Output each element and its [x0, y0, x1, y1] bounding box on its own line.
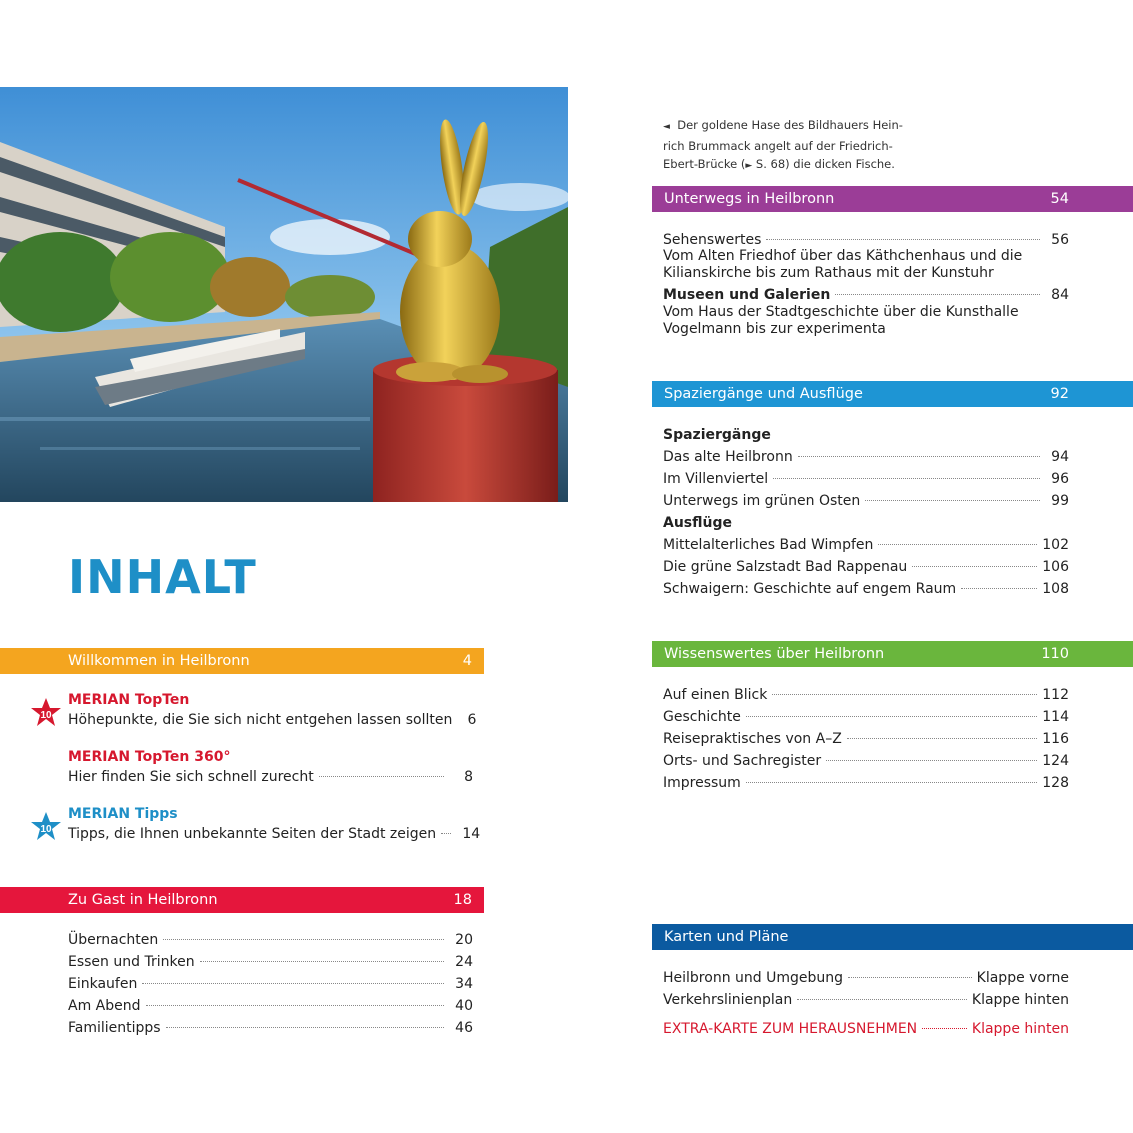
toc-row-text: Schwaigern: Geschichte auf engem Raum [663, 581, 957, 597]
toc-row[interactable] [663, 967, 1069, 989]
toc-row-text: Tipps, die Ihnen unbekannte Seiten der Stadt zeigen [68, 826, 437, 842]
subhead-ausfluege: Ausflüge [663, 515, 732, 531]
dot-leader [163, 939, 444, 940]
toc-row-page: 128 [1042, 775, 1069, 791]
merian-topten-title: MERIAN TopTen [68, 692, 190, 708]
toc-row-topten[interactable] [68, 709, 477, 731]
toc-row-page: 20 [455, 932, 473, 948]
toc-row-text: Am Abend [68, 998, 141, 1014]
toc-row-text: Hier finden Sie sich schnell zurecht [68, 769, 314, 785]
dot-leader [773, 478, 1040, 479]
section-bar-zugast[interactable] [0, 887, 484, 913]
toc-row[interactable] [68, 929, 473, 951]
dot-leader [912, 566, 1037, 567]
toc-row[interactable] [663, 490, 1069, 512]
section-label: Willkommen in Heilbronn [68, 653, 250, 669]
toc-row-text: Museen und Galerien [663, 287, 831, 303]
toc-row-text: Familientipps [68, 1020, 161, 1036]
desc-line: Vom Haus der Stadtgeschichte über die Kunsthalle [663, 304, 1019, 320]
toc-row[interactable] [68, 951, 473, 973]
photo-caption [663, 116, 913, 176]
hero-photo [0, 87, 568, 502]
section-page: 110 [1041, 646, 1069, 662]
topten-star-label: 10 [40, 710, 52, 721]
dot-leader [766, 239, 1040, 240]
caption-line-3: Ebert-Brücke ( [663, 157, 746, 171]
toc-desc-museen [663, 304, 1019, 338]
toc-row-page: 24 [455, 954, 473, 970]
toc-row[interactable] [663, 706, 1069, 728]
toc-row[interactable] [663, 446, 1069, 468]
section-bar-karten[interactable] [652, 924, 1133, 950]
merian-tipps-title: MERIAN Tipps [68, 806, 178, 822]
arrow-right-icon: ► [745, 161, 753, 171]
dot-leader [772, 694, 1037, 695]
section-label: Zu Gast in Heilbronn [68, 892, 218, 908]
dot-leader [746, 782, 1037, 783]
dot-leader [441, 833, 451, 834]
toc-row-page: Klappe vorne [976, 970, 1069, 986]
toc-row[interactable] [663, 578, 1069, 600]
toc-row[interactable] [663, 989, 1069, 1011]
toc-row-text: Essen und Trinken [68, 954, 195, 970]
dot-leader [865, 500, 1040, 501]
section-bar-spaziergaenge[interactable] [652, 381, 1133, 407]
dot-leader [142, 983, 444, 984]
toc-row-text: Unterwegs im grünen Osten [663, 493, 861, 509]
section-label: Unterwegs in Heilbronn [664, 191, 835, 207]
toc-row[interactable] [663, 468, 1069, 490]
section-label: Wissenswertes über Heilbronn [664, 646, 885, 662]
desc-line: Kilianskirche bis zum Rathaus mit der Kunstuhr [663, 265, 994, 281]
toc-row[interactable] [663, 534, 1069, 556]
dot-leader [835, 294, 1040, 295]
toc-row-text: Auf einen Blick [663, 687, 768, 703]
toc-row-page: 94 [1051, 449, 1069, 465]
toc-row-text: EXTRA-KARTE ZUM HERAUSNEHMEN [663, 1021, 918, 1037]
toc-row-text: Sehenswertes [663, 232, 762, 248]
toc-row-text: Orts- und Sachregister [663, 753, 822, 769]
topten-star-icon [30, 697, 62, 729]
toc-row-page: 124 [1042, 753, 1069, 769]
section-page: 18 [453, 892, 472, 908]
toc-row-text: Verkehrslinienplan [663, 992, 793, 1008]
toc-row-text: Mittelalterliches Bad Wimpfen [663, 537, 874, 553]
dot-leader [746, 716, 1037, 717]
toc-row-page: 56 [1051, 232, 1069, 248]
toc-row-page: 116 [1042, 731, 1069, 747]
section-bar-wissenswertes[interactable] [652, 641, 1133, 667]
toc-row-page: 14 [462, 826, 481, 842]
toc-row-page: 99 [1051, 493, 1069, 509]
tipps-star-icon [30, 811, 62, 843]
toc-row-page: 6 [467, 712, 477, 728]
merian-topten360-title: MERIAN TopTen 360° [68, 749, 231, 765]
toc-row-page: 108 [1042, 581, 1069, 597]
dot-leader [826, 760, 1037, 761]
subhead-spaziergaenge: Spaziergänge [663, 427, 771, 443]
toc-row-page: 106 [1042, 559, 1069, 575]
section-label: Karten und Pläne [664, 929, 789, 945]
section-page: 54 [1050, 191, 1069, 207]
toc-row-page: 102 [1042, 537, 1069, 553]
toc-row-page: Klappe hinten [971, 1021, 1069, 1037]
caption-line-2: rich Brummack angelt auf der Friedrich- [663, 138, 893, 153]
toc-row-page: 8 [464, 769, 473, 785]
golden-hare-photo [0, 87, 568, 502]
toc-row-text: Reisepraktisches von A–Z [663, 731, 842, 747]
arrow-left-icon: ◄ [663, 122, 670, 132]
toc-row[interactable] [68, 1017, 473, 1039]
dot-leader [961, 588, 1037, 589]
toc-row-text: Im Villenviertel [663, 471, 769, 487]
toc-row-page: Klappe hinten [971, 992, 1069, 1008]
dot-leader [878, 544, 1037, 545]
toc-row[interactable] [663, 772, 1069, 794]
dot-leader [798, 456, 1040, 457]
desc-line: Vogelmann bis zur experimenta [663, 321, 886, 337]
toc-row-page: 40 [455, 998, 473, 1014]
dot-leader [319, 776, 444, 777]
section-bar-willkommen[interactable] [0, 648, 484, 674]
toc-row[interactable] [663, 728, 1069, 750]
toc-row-extra-karte[interactable] [663, 1018, 1069, 1040]
toc-row[interactable] [68, 973, 473, 995]
caption-line-4: S. 68) die dicken Fische. [752, 157, 895, 171]
dot-leader [146, 1005, 444, 1006]
dot-leader [848, 977, 972, 978]
toc-desc-sehenswertes [663, 248, 1022, 282]
toc-row-page: 96 [1051, 471, 1069, 487]
dot-leader [166, 1027, 444, 1028]
section-page: 4 [462, 653, 472, 669]
toc-row-museen[interactable] [663, 284, 1069, 306]
toc-row-text: Übernachten [68, 932, 159, 948]
toc-row-text: Das alte Heilbronn [663, 449, 793, 465]
toc-row-page: 114 [1042, 709, 1069, 725]
section-bar-unterwegs[interactable] [652, 186, 1133, 212]
toc-row-tipps[interactable] [68, 823, 481, 845]
toc-row-text: Geschichte [663, 709, 741, 725]
dot-leader [797, 999, 967, 1000]
page-title: INHALT [68, 550, 257, 604]
dot-leader [847, 738, 1037, 739]
dot-leader [922, 1028, 967, 1029]
toc-row-text: Höhepunkte, die Sie sich nicht entgehen lassen sollten [68, 712, 453, 728]
tipps-star-label: 10 [40, 824, 52, 835]
desc-line: Vom Alten Friedhof über das Käthchenhaus und die [663, 248, 1023, 264]
toc-row[interactable] [663, 750, 1069, 772]
section-page: 92 [1050, 386, 1069, 402]
toc-row-text: Einkaufen [68, 976, 138, 992]
toc-row[interactable] [663, 556, 1069, 578]
toc-row[interactable] [68, 995, 473, 1017]
toc-row-topten360[interactable] [68, 766, 473, 788]
caption-line-1: Der goldene Hase des Bildhauers Hein- [677, 118, 903, 132]
section-label: Spaziergänge und Ausflüge [664, 386, 863, 402]
toc-row-page: 34 [455, 976, 473, 992]
toc-row-page: 84 [1051, 287, 1069, 303]
toc-row-text: Impressum [663, 775, 741, 791]
dot-leader [200, 961, 444, 962]
toc-row-text: Die grüne Salzstadt Bad Rappenau [663, 559, 908, 575]
toc-row-text: Heilbronn und Umgebung [663, 970, 844, 986]
toc-row-page: 46 [455, 1020, 473, 1036]
toc-row[interactable] [663, 684, 1069, 706]
toc-row-page: 112 [1042, 687, 1069, 703]
